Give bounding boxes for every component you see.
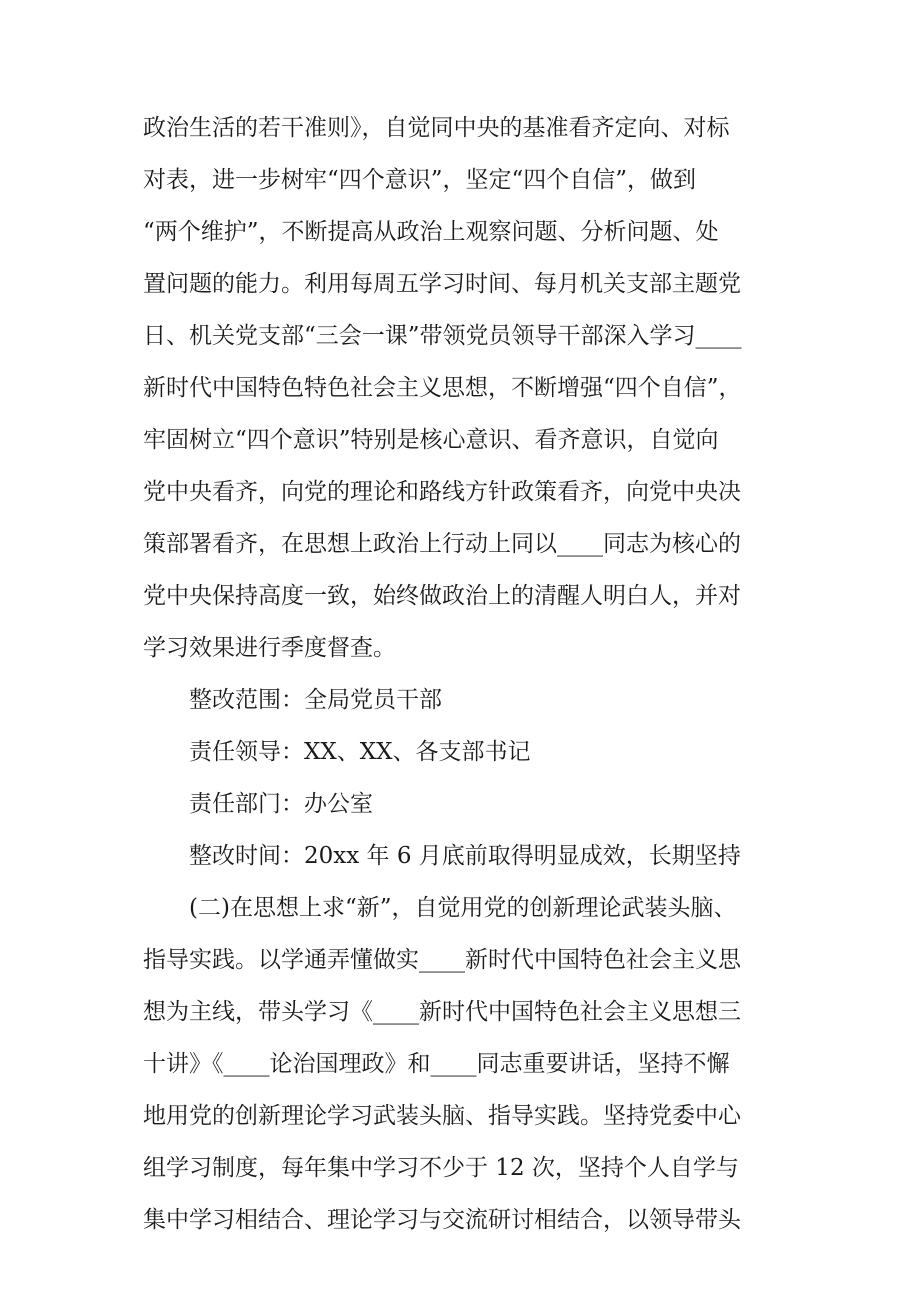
text-line: 整改范围：全局党员干部 [189, 687, 442, 713]
text-line: 地用党的创新理论学习武装头脑、指导实践。坚持党委中心 [143, 1103, 741, 1129]
text-line: 新时代中国特色特色社会主义思想，不断增强“四个自信”， [143, 375, 742, 401]
text-line: 整改时间：20xx 年 6 月底前取得明显成效，长期坚持 [189, 843, 741, 869]
text-line: 责任部门：办公室 [189, 791, 373, 817]
text-line: 学习效果进行季度督查。 [143, 635, 396, 661]
text-line: (二)在思想上求“新”，自觉用党的创新理论武装头脑、 [189, 895, 737, 921]
text-line: 置问题的能力。利用每周五学习时间、每月机关支部主题党 [143, 271, 741, 297]
text-line: 政治生活的若干准则》，自觉同中央的基准看齐定向、对标 [143, 115, 730, 141]
text-line: 牢固树立“四个意识”特别是核心意识、看齐意识，自觉向 [143, 427, 719, 453]
text-line: 集中学习相结合、理论学习与交流研讨相结合，以领导带头 [143, 1207, 741, 1233]
text-line: 十讲》《____论治国理政》和____同志重要讲话，坚持不懈 [143, 1051, 730, 1077]
text-line: 指导实践。以学通弄懂做实____新时代中国特色社会主义思 [143, 947, 741, 973]
text-line: 责任领导：XX、XX、各支部书记 [189, 739, 531, 765]
text-line: 日、机关党支部“三会一课”带领党员领导干部深入学习____ [143, 323, 742, 349]
text-line: 策部署看齐，在思想上政治上行动上同以____同志为核心的 [143, 531, 741, 557]
text-line: “两个维护”，不断提高从政治上观察问题、分析问题、处 [143, 219, 719, 245]
document-body [143, 102, 779, 1246]
text-line: 党中央保持高度一致，始终做政治上的清醒人明白人，并对 [143, 583, 741, 609]
text-line: 想为主线，带头学习《____新时代中国特色社会主义思想三 [143, 999, 741, 1025]
text-line: 党中央看齐，向党的理论和路线方针政策看齐，向党中央决 [143, 479, 741, 505]
text-line: 组学习制度，每年集中学习不少于 12 次，坚持个人自学与 [143, 1155, 739, 1181]
text-line: 对表，进一步树牢“四个意识”，坚定“四个自信”，做到 [143, 167, 697, 193]
